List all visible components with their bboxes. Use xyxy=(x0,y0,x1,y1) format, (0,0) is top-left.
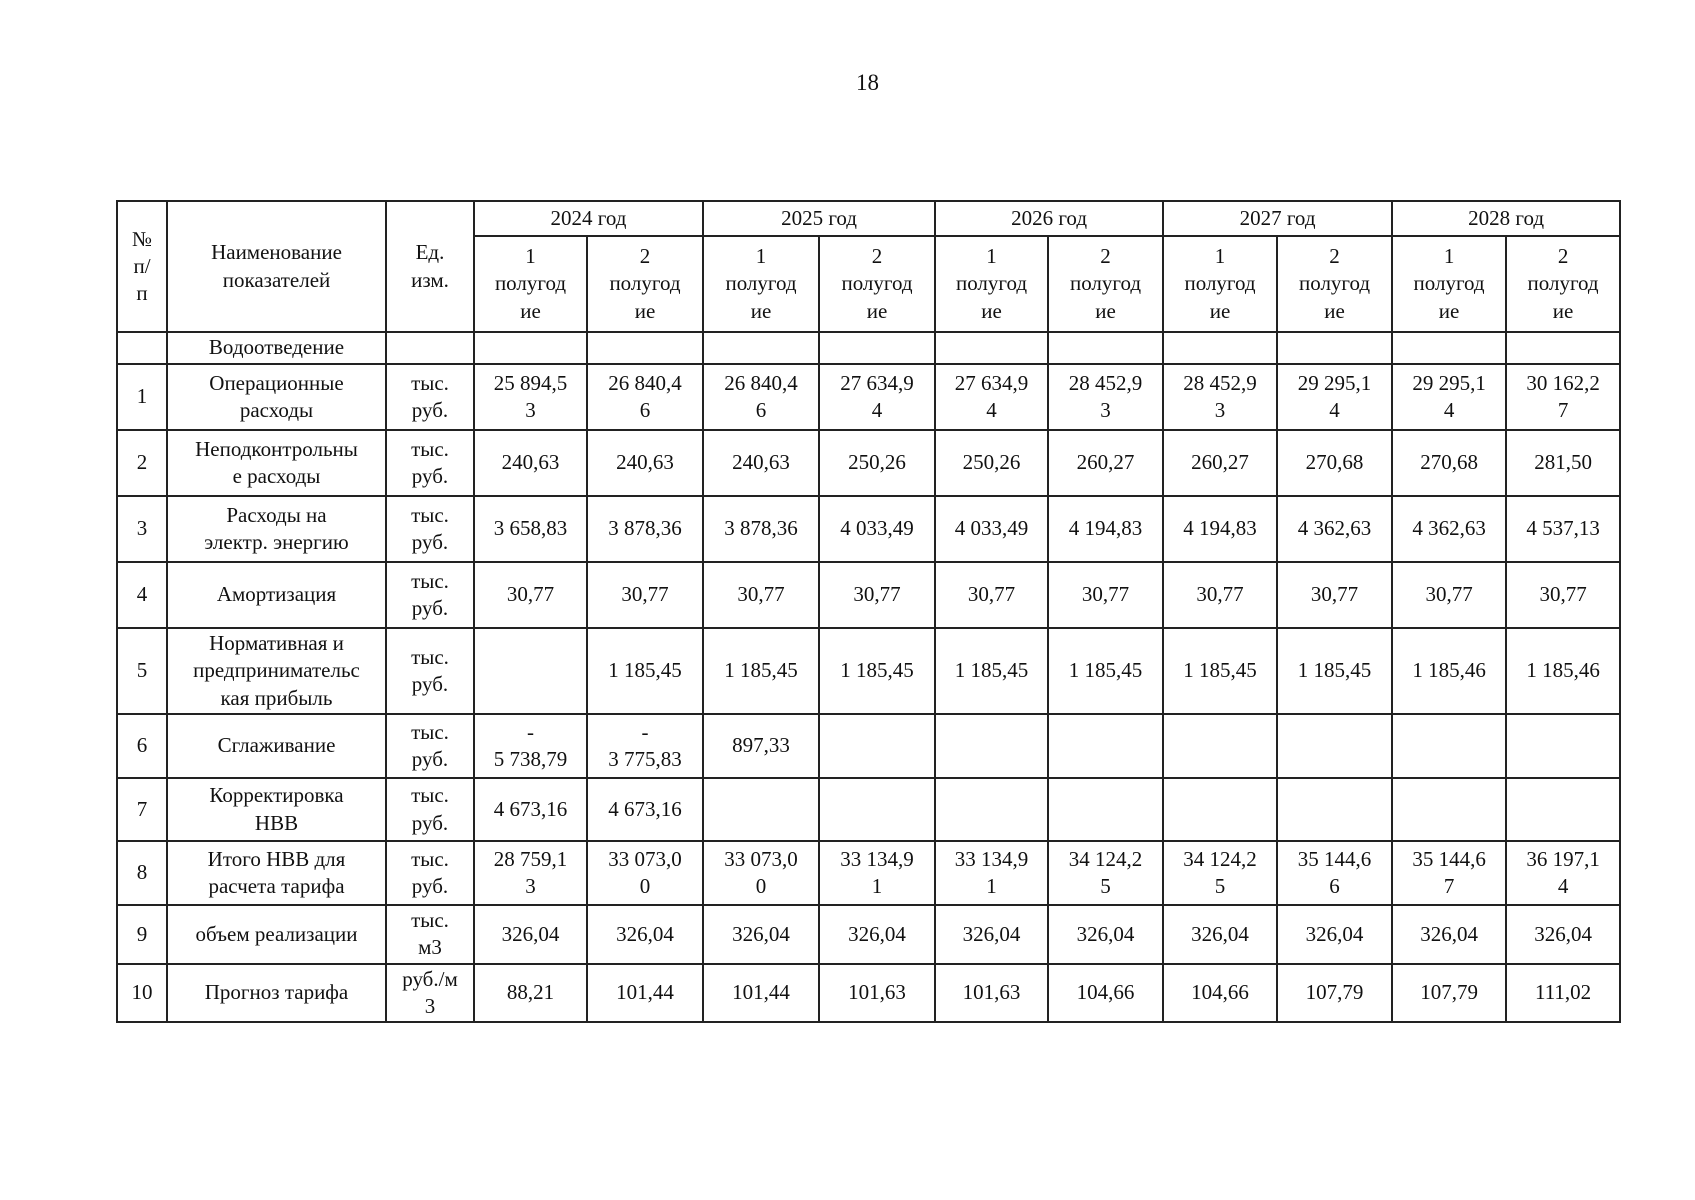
row-value: 326,04 xyxy=(703,905,819,964)
table-row xyxy=(117,496,1620,562)
row-value: 326,04 xyxy=(474,905,587,964)
section-row xyxy=(117,332,1620,364)
header-half-2: 2 полугод ие xyxy=(1277,236,1392,332)
table-body xyxy=(117,332,1620,1022)
row-value: 33 134,9 1 xyxy=(819,841,935,905)
row-value: 35 144,6 7 xyxy=(1392,841,1506,905)
row-value: 3 658,83 xyxy=(474,496,587,562)
row-value: 326,04 xyxy=(587,905,703,964)
row-value: 30,77 xyxy=(1277,562,1392,628)
table-row xyxy=(117,778,1620,841)
row-value xyxy=(819,714,935,778)
row-name: Нормативная и предпринимательс кая прибыль xyxy=(167,628,386,714)
row-num: 9 xyxy=(117,905,167,964)
header-half-1: 1 полугод ие xyxy=(703,236,819,332)
table-row xyxy=(117,841,1620,905)
row-value xyxy=(1163,714,1277,778)
row-value: 1 185,45 xyxy=(1277,628,1392,714)
row-value: 4 194,83 xyxy=(1048,496,1163,562)
row-value: 101,63 xyxy=(935,964,1048,1023)
row-value: 4 033,49 xyxy=(819,496,935,562)
row-unit: руб./м 3 xyxy=(386,964,474,1023)
row-value: 1 185,46 xyxy=(1392,628,1506,714)
row-value: 3 878,36 xyxy=(703,496,819,562)
row-value: 326,04 xyxy=(819,905,935,964)
table-row xyxy=(117,628,1620,714)
row-value: 28 759,1 3 xyxy=(474,841,587,905)
row-value: 260,27 xyxy=(1048,430,1163,496)
row-value: 1 185,45 xyxy=(935,628,1048,714)
row-value xyxy=(935,714,1048,778)
row-value: 1 185,45 xyxy=(1048,628,1163,714)
row-value: 30 162,2 7 xyxy=(1506,364,1620,430)
header-year: 2026 год xyxy=(935,201,1163,236)
row-value: 1 185,45 xyxy=(819,628,935,714)
row-unit: тыс. руб. xyxy=(386,841,474,905)
row-value: 27 634,9 4 xyxy=(935,364,1048,430)
row-value: 250,26 xyxy=(935,430,1048,496)
empty-cell xyxy=(1048,332,1163,364)
row-unit: тыс. руб. xyxy=(386,628,474,714)
row-value: 30,77 xyxy=(703,562,819,628)
table-row xyxy=(117,430,1620,496)
row-num: 3 xyxy=(117,496,167,562)
header-half-2: 2 полугод ие xyxy=(819,236,935,332)
row-value: 30,77 xyxy=(587,562,703,628)
row-value xyxy=(703,778,819,841)
row-value: 29 295,1 4 xyxy=(1277,364,1392,430)
empty-cell xyxy=(1392,332,1506,364)
row-value xyxy=(1048,714,1163,778)
row-value: 101,44 xyxy=(703,964,819,1023)
row-value: 34 124,2 5 xyxy=(1048,841,1163,905)
row-value: 107,79 xyxy=(1392,964,1506,1023)
row-unit: тыс. руб. xyxy=(386,430,474,496)
row-value: 250,26 xyxy=(819,430,935,496)
row-value: 30,77 xyxy=(935,562,1048,628)
row-num: 7 xyxy=(117,778,167,841)
row-value: 4 033,49 xyxy=(935,496,1048,562)
row-value: 4 362,63 xyxy=(1392,496,1506,562)
row-value: 240,63 xyxy=(703,430,819,496)
row-name: Неподконтрольны е расходы xyxy=(167,430,386,496)
row-value: 326,04 xyxy=(1506,905,1620,964)
header-year: 2024 год xyxy=(474,201,703,236)
row-value: 326,04 xyxy=(1163,905,1277,964)
row-value xyxy=(935,778,1048,841)
row-value: - 5 738,79 xyxy=(474,714,587,778)
row-value: 1 185,45 xyxy=(703,628,819,714)
table-row xyxy=(117,562,1620,628)
header-half-2: 2 полугод ие xyxy=(1506,236,1620,332)
table-row xyxy=(117,714,1620,778)
section-num xyxy=(117,332,167,364)
row-value: 33 073,0 0 xyxy=(587,841,703,905)
page-number: 18 xyxy=(856,70,879,95)
row-value xyxy=(1506,714,1620,778)
row-value: 111,02 xyxy=(1506,964,1620,1023)
row-unit: тыс. м3 xyxy=(386,905,474,964)
row-value: 33 134,9 1 xyxy=(935,841,1048,905)
row-value: 326,04 xyxy=(935,905,1048,964)
row-num: 4 xyxy=(117,562,167,628)
empty-cell xyxy=(1506,332,1620,364)
row-value: 4 673,16 xyxy=(474,778,587,841)
row-value: 1 185,45 xyxy=(1163,628,1277,714)
row-value: 104,66 xyxy=(1163,964,1277,1023)
header-half-1: 1 полугод ие xyxy=(1163,236,1277,332)
row-value: 1 185,45 xyxy=(587,628,703,714)
row-value: 25 894,5 3 xyxy=(474,364,587,430)
row-value: 897,33 xyxy=(703,714,819,778)
row-value xyxy=(1392,778,1506,841)
header-half-1: 1 полугод ие xyxy=(935,236,1048,332)
row-value: 4 673,16 xyxy=(587,778,703,841)
row-value xyxy=(1392,714,1506,778)
row-value: 101,63 xyxy=(819,964,935,1023)
row-value xyxy=(1048,778,1163,841)
row-value: 4 362,63 xyxy=(1277,496,1392,562)
empty-cell xyxy=(386,332,474,364)
row-value: 1 185,46 xyxy=(1506,628,1620,714)
row-unit: тыс. руб. xyxy=(386,364,474,430)
row-unit: тыс. руб. xyxy=(386,562,474,628)
row-value: 34 124,2 5 xyxy=(1163,841,1277,905)
row-value: 26 840,4 6 xyxy=(587,364,703,430)
header-unit: Ед. изм. xyxy=(386,201,474,332)
row-num: 6 xyxy=(117,714,167,778)
row-value xyxy=(1506,778,1620,841)
row-name: Амортизация xyxy=(167,562,386,628)
row-value: 27 634,9 4 xyxy=(819,364,935,430)
row-value: 29 295,1 4 xyxy=(1392,364,1506,430)
table-row xyxy=(117,905,1620,964)
row-value: 3 878,36 xyxy=(587,496,703,562)
row-name: Итого НВВ для расчета тарифа xyxy=(167,841,386,905)
row-num: 2 xyxy=(117,430,167,496)
header-row-years xyxy=(117,201,1620,236)
header-name: Наименование показателей xyxy=(167,201,386,332)
row-value xyxy=(1277,778,1392,841)
empty-cell xyxy=(587,332,703,364)
row-value: 30,77 xyxy=(1392,562,1506,628)
empty-cell xyxy=(1163,332,1277,364)
row-name: Операционные расходы xyxy=(167,364,386,430)
row-value: 88,21 xyxy=(474,964,587,1023)
header-num: № п/ п xyxy=(117,201,167,332)
row-name: Сглаживание xyxy=(167,714,386,778)
row-value xyxy=(1163,778,1277,841)
row-value: 35 144,6 6 xyxy=(1277,841,1392,905)
row-num: 8 xyxy=(117,841,167,905)
row-value: 260,27 xyxy=(1163,430,1277,496)
empty-cell xyxy=(935,332,1048,364)
row-value: 107,79 xyxy=(1277,964,1392,1023)
row-value: 326,04 xyxy=(1048,905,1163,964)
row-num: 5 xyxy=(117,628,167,714)
row-value: 30,77 xyxy=(1506,562,1620,628)
row-value: 4 194,83 xyxy=(1163,496,1277,562)
empty-cell xyxy=(819,332,935,364)
row-value: 28 452,9 3 xyxy=(1163,364,1277,430)
row-value: 104,66 xyxy=(1048,964,1163,1023)
row-value: 270,68 xyxy=(1277,430,1392,496)
row-value: 326,04 xyxy=(1392,905,1506,964)
row-unit: тыс. руб. xyxy=(386,714,474,778)
empty-cell xyxy=(474,332,587,364)
row-value: - 3 775,83 xyxy=(587,714,703,778)
row-num: 1 xyxy=(117,364,167,430)
header-half-1: 1 полугод ие xyxy=(1392,236,1506,332)
row-value xyxy=(474,628,587,714)
row-value: 28 452,9 3 xyxy=(1048,364,1163,430)
table-row xyxy=(117,964,1620,1023)
row-value: 281,50 xyxy=(1506,430,1620,496)
row-name: Расходы на электр. энергию xyxy=(167,496,386,562)
header-year: 2027 год xyxy=(1163,201,1392,236)
row-num: 10 xyxy=(117,964,167,1023)
row-value: 4 537,13 xyxy=(1506,496,1620,562)
row-value: 30,77 xyxy=(1163,562,1277,628)
header-half-2: 2 полугод ие xyxy=(1048,236,1163,332)
row-name: Прогноз тарифа xyxy=(167,964,386,1023)
row-value xyxy=(1277,714,1392,778)
row-value: 33 073,0 0 xyxy=(703,841,819,905)
row-value: 270,68 xyxy=(1392,430,1506,496)
header-half-2: 2 полугод ие xyxy=(587,236,703,332)
empty-cell xyxy=(703,332,819,364)
row-name: объем реализации xyxy=(167,905,386,964)
header-year: 2025 год xyxy=(703,201,935,236)
row-unit: тыс. руб. xyxy=(386,778,474,841)
empty-cell xyxy=(1277,332,1392,364)
row-value: 240,63 xyxy=(474,430,587,496)
row-value xyxy=(819,778,935,841)
tariff-table xyxy=(116,200,1621,1023)
header-year: 2028 год xyxy=(1392,201,1620,236)
row-name: Корректировка НВВ xyxy=(167,778,386,841)
row-value: 30,77 xyxy=(819,562,935,628)
header-half-1: 1 полугод ие xyxy=(474,236,587,332)
table-row xyxy=(117,364,1620,430)
row-value: 240,63 xyxy=(587,430,703,496)
row-value: 101,44 xyxy=(587,964,703,1023)
row-value: 326,04 xyxy=(1277,905,1392,964)
row-unit: тыс. руб. xyxy=(386,496,474,562)
row-value: 36 197,1 4 xyxy=(1506,841,1620,905)
row-value: 30,77 xyxy=(1048,562,1163,628)
row-value: 30,77 xyxy=(474,562,587,628)
section-title: Водоотведение xyxy=(167,332,386,364)
row-value: 26 840,4 6 xyxy=(703,364,819,430)
